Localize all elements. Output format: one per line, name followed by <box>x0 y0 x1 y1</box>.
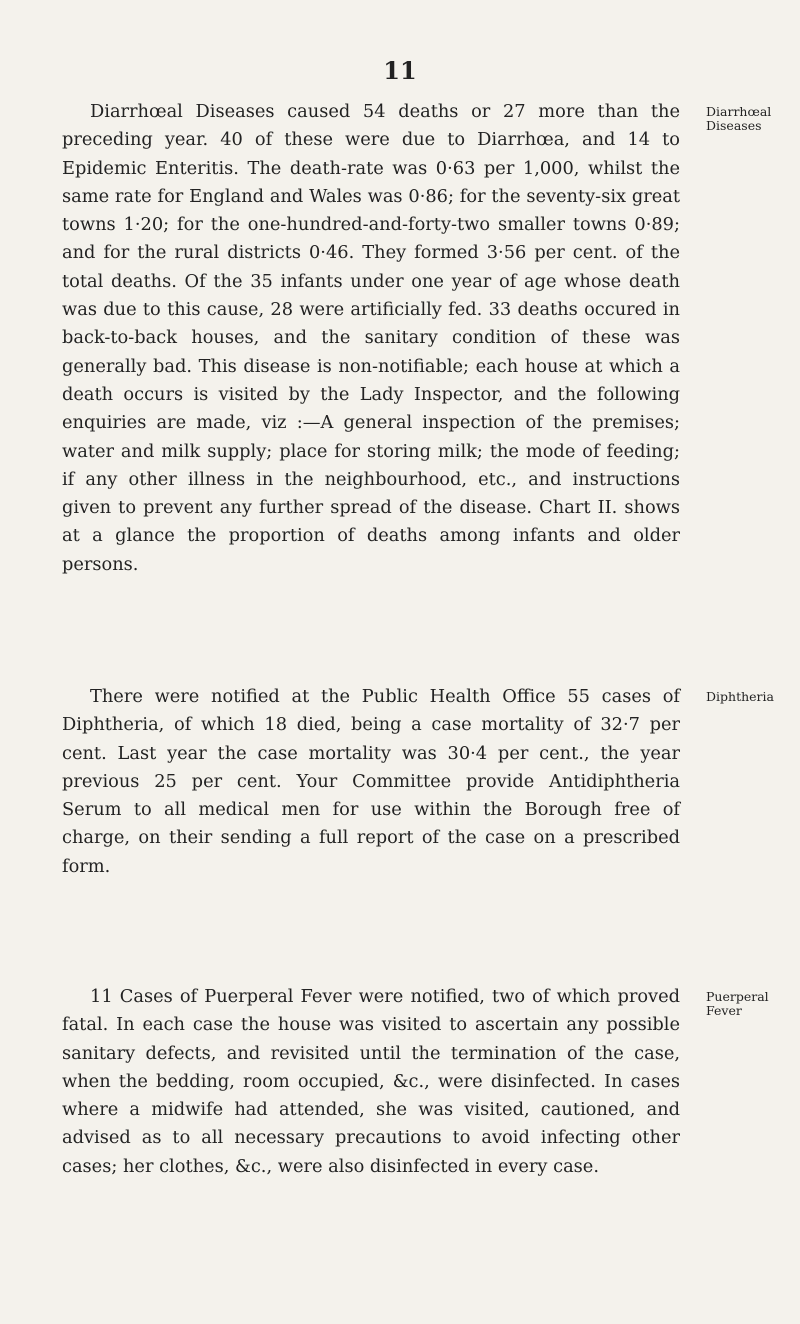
margin-note-diphtheria: Diphtheria <box>706 689 774 704</box>
margin-note-puerperal-fever: Puerperal Fever <box>706 989 769 1018</box>
paragraph-puerperal-fever: 11 Cases of Puerperal Fever were notified, two of which proved fatal. In each case the house was visited to ascertain any possible sanitary defects, and revisited until the termination of the case, when the bedding, room occupied, &c., were disinfected. In cases where a midwife had attended, she was visited, cautioned, and advised as to all necessary precautions to avoid infecting other cases; her clothes, &c., were also disinfected in every case. <box>62 986 680 1177</box>
paragraph-diarrhoeal-diseases: Diarrhœal Diseases caused 54 deaths or 27 more than the preceding year. 40 of these were due to Diarrhœa, and 14 to Epidemic Enteritis. The death-rate was 0·63 per 1,000, whilst the same rate for England and Wales was 0·86; for the seventy-six great towns 1·20; for the one-hundred-and-forty-two smaller towns 0·89; and for the rural districts 0·46. They formed 3·56 per cent. of the total deaths. Of the 35 infants under one year of age whose death was due to this cause, 28 were artificially fed. 33 deaths occured in back-to-back houses, and the sanitary condition of these was generally bad. This disease is non-notifiable; each house at which a death occurs is visited by the Lady Inspector, and the following enquiries are made, viz :—A general inspection of the premises; water and milk supply; place for storing milk; the mode of feeding; if any other illness in the neighbourhood, etc., and instructions given to prevent any further spread of the disease. Chart II. shows at a glance the proportion of deaths among infants and older persons. <box>62 101 680 575</box>
page-number: 11 <box>383 56 417 85</box>
section-puerperal-fever <box>62 983 680 1181</box>
margin-note-diarrhoeal-diseases: Diarrhœal Diseases <box>706 104 772 133</box>
section-diphtheria <box>62 683 680 881</box>
paragraph-diphtheria: There were notified at the Public Health Office 55 cases of Diphtheria, of which 18 died, being a case mortality of 32·7 per cent. Last year the case mortality was 30·4 per cent., the year previous 25 per cent. Your Committee provide Antidiphtheria Serum to all medical men for use within the Borough free of charge, on their sending a full report of the case on a prescribed form. <box>62 686 680 877</box>
section-diarrhoeal-diseases <box>62 98 680 579</box>
